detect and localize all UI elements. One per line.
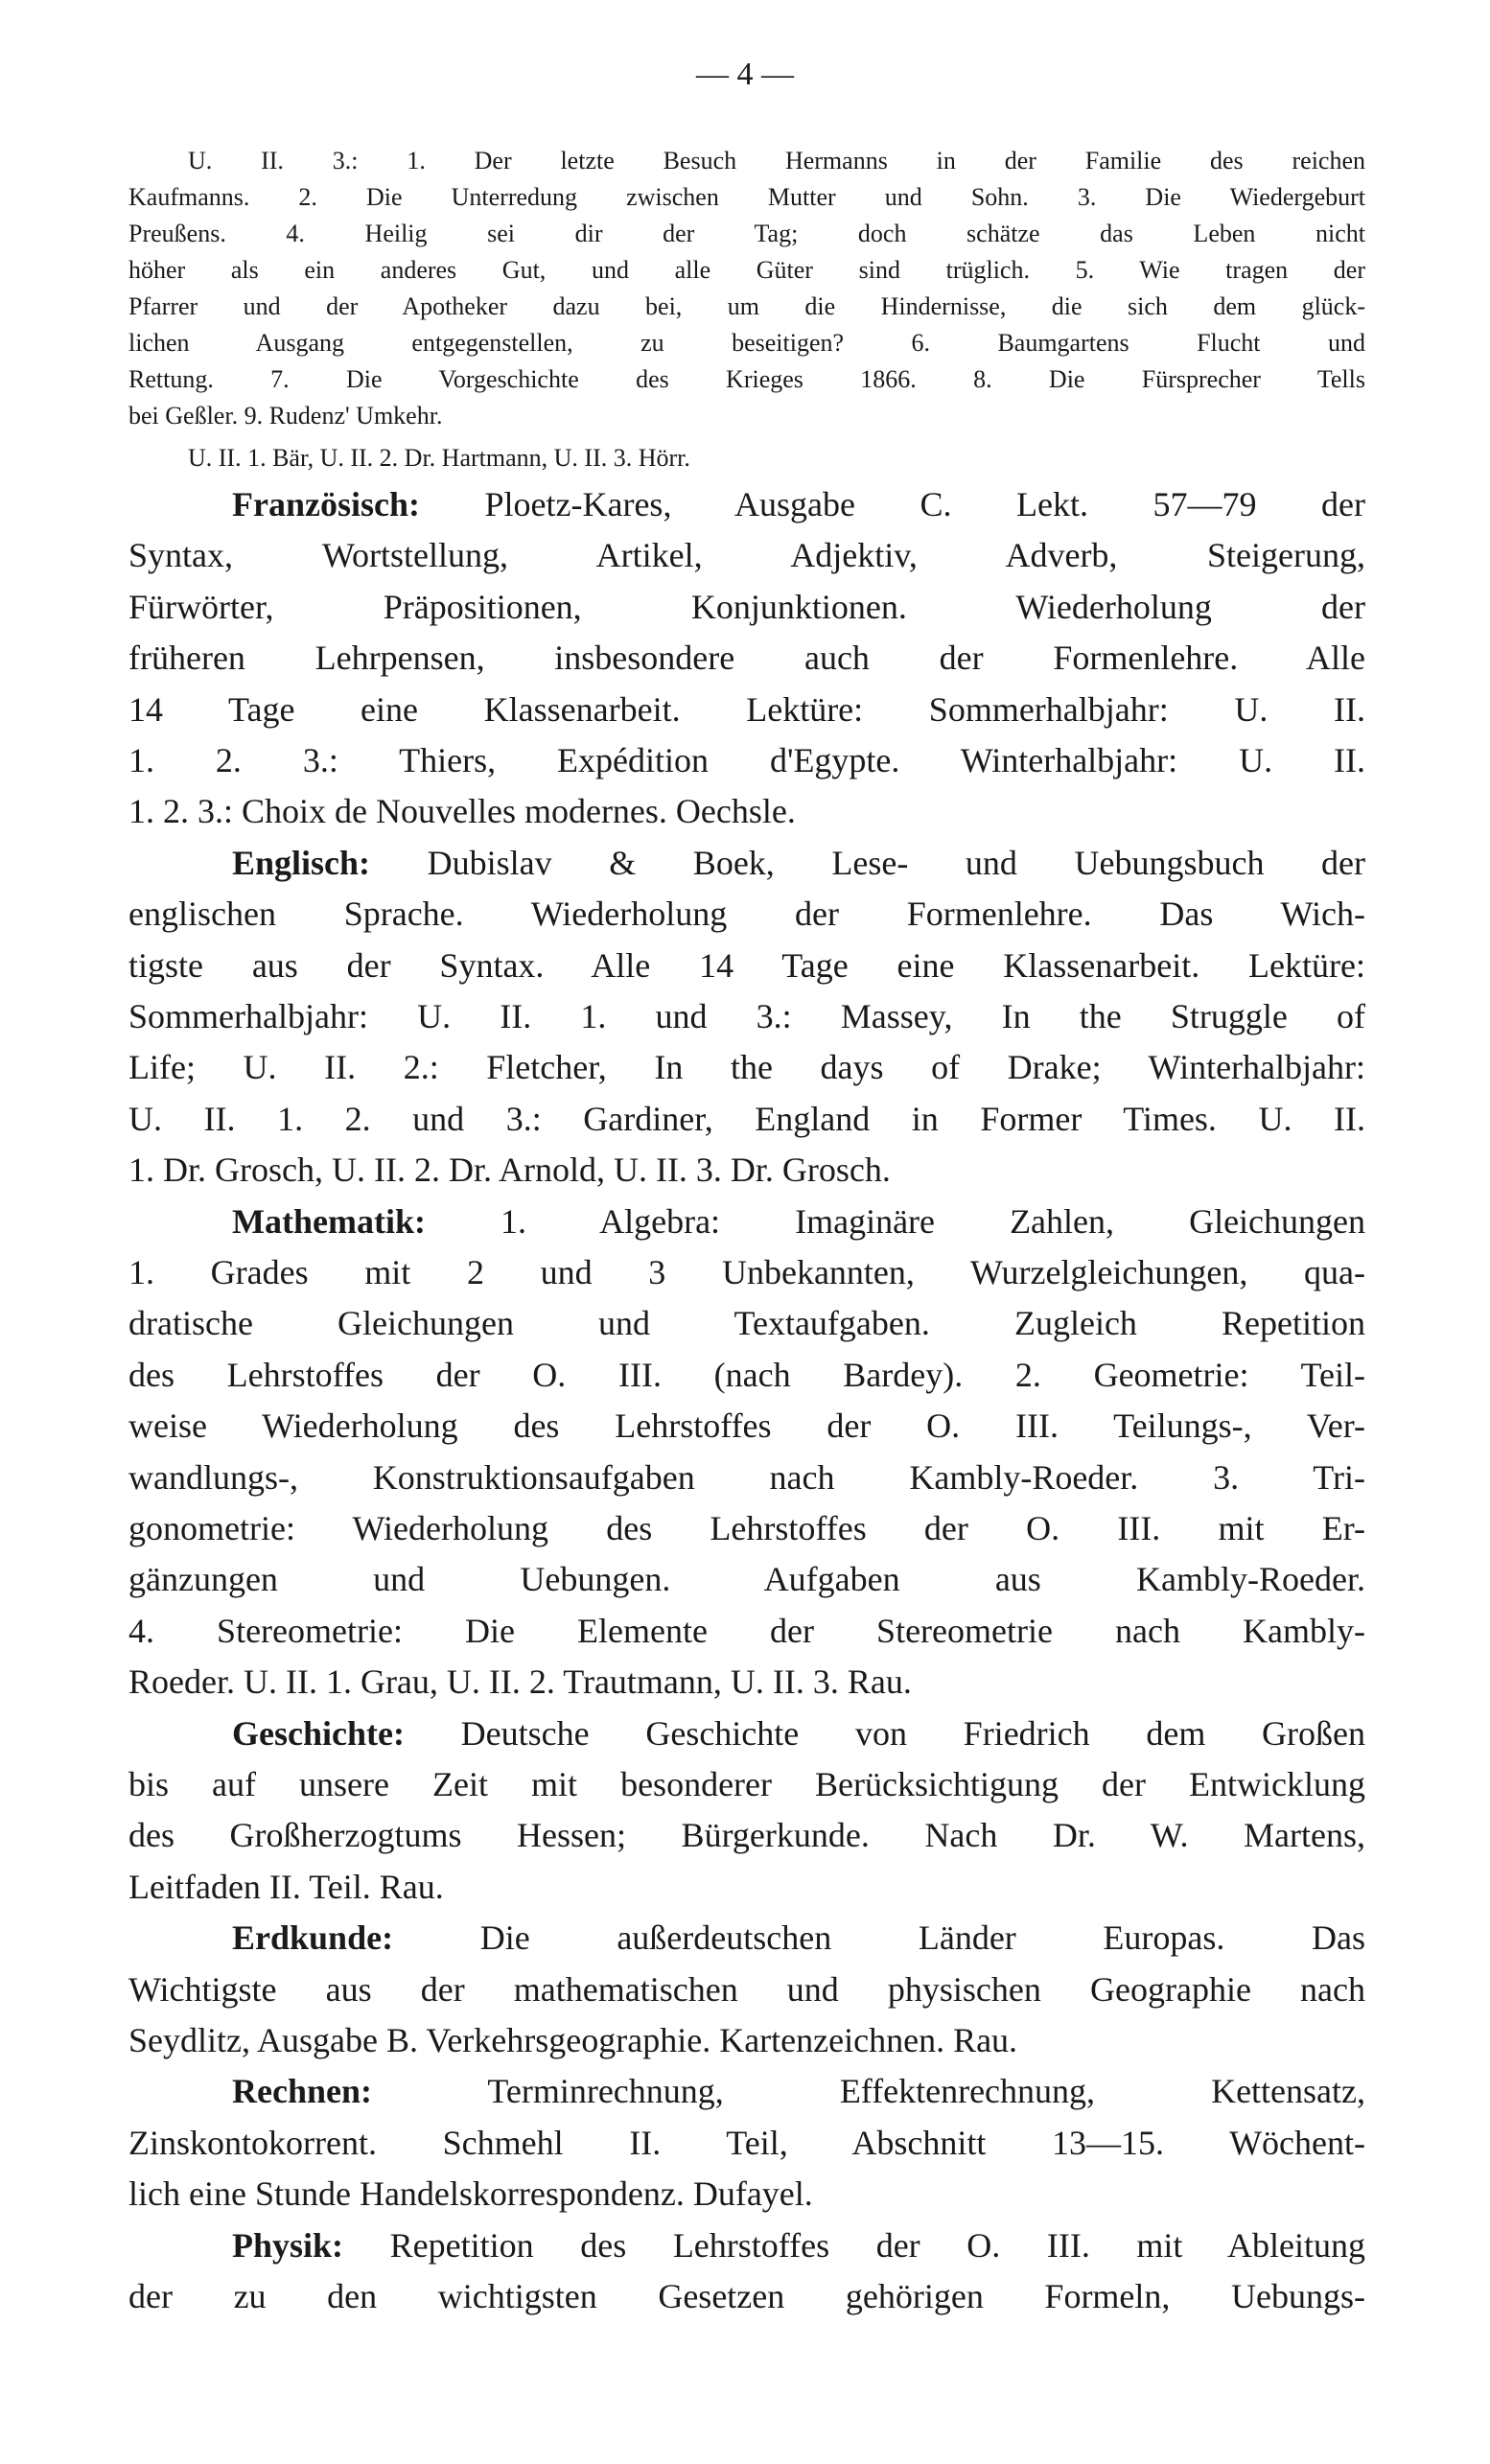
text-line: höher als ein anderes Gut, und alle Güter sind trüglich. 5. Wie tragen der bbox=[128, 256, 1365, 284]
text-line: gonometrie: Wiederholung des Lehrstoffes der O. III. mit Er- bbox=[128, 1509, 1365, 1547]
paragraph-first-line bbox=[232, 838, 1365, 889]
text-line: Leitfaden II. Teil. Rau. bbox=[128, 1868, 444, 1906]
text-line: 1. 2. 3.: Thiers, Expédition d'Egypte. Winterhalbjahr: U. II. bbox=[128, 741, 1365, 779]
text-segment: Repetition des Lehrstoffes der O. III. mit Ableitung bbox=[389, 2226, 1366, 2265]
text-line: Zinskontokorrent. Schmehl II. Teil, Abschnitt 13—15. Wöchent- bbox=[128, 2124, 1365, 2162]
subject-heading: Erdkunde: bbox=[232, 1918, 394, 1957]
text-line: Seydlitz, Ausgabe B. Verkehrsgeographie. Kartenzeichnen. Rau. bbox=[128, 2021, 1018, 2059]
paragraph-first-line bbox=[232, 1913, 1365, 1964]
text-line: U. II. 1. 2. und 3.: Gardiner, England in Former Times. U. II. bbox=[128, 1100, 1365, 1138]
subject-heading: Mathematik: bbox=[232, 1202, 426, 1241]
text-line: tigste aus der Syntax. Alle 14 Tage eine Klassenarbeit. Lektüre: bbox=[128, 946, 1365, 985]
text-segment: Ploetz-Kares, Ausgabe C. Lekt. 57—79 der bbox=[484, 485, 1365, 523]
text-line: Rettung. 7. Die Vorgeschichte des Krieges 1866. 8. Die Fürsprecher Tells bbox=[128, 365, 1365, 393]
subject-heading: Rechnen: bbox=[232, 2072, 372, 2110]
text-line: lich eine Stunde Handelskorrespondenz. Dufayel. bbox=[128, 2174, 813, 2213]
text-line: gänzungen und Uebungen. Aufgaben aus Kambly-Roeder. bbox=[128, 1560, 1365, 1598]
text-line: Roeder. U. II. 1. Grau, U. II. 2. Trautmann, U. II. 3. Rau. bbox=[128, 1662, 912, 1701]
text-line: Fürwörter, Präpositionen, Konjunktionen. Wiederholung der bbox=[128, 588, 1365, 626]
paragraph-first-line bbox=[232, 1197, 1365, 1247]
text-line: lichen Ausgang entgegenstellen, zu beseitigen? 6. Baumgartens Flucht und bbox=[128, 329, 1365, 357]
subject-heading: Französisch: bbox=[232, 485, 420, 523]
text-line: 1. Dr. Grosch, U. II. 2. Dr. Arnold, U. II. 3. Dr. Grosch. bbox=[128, 1151, 891, 1189]
paragraph-first-line bbox=[232, 2220, 1365, 2271]
text-line: U. II. 3.: 1. Der letzte Besuch Hermanns in der Familie des reichen bbox=[188, 147, 1365, 174]
text-line: weise Wiederholung des Lehrstoffes der O. III. Teilungs-, Ver- bbox=[128, 1406, 1365, 1445]
text-line: der zu den wichtigsten Gesetzen gehörigen Formeln, Uebungs- bbox=[128, 2277, 1365, 2315]
subject-heading: Geschichte: bbox=[232, 1714, 405, 1753]
subject-heading: Englisch: bbox=[232, 844, 371, 882]
text-line: Kaufmanns. 2. Die Unterredung zwischen Mutter und Sohn. 3. Die Wiedergeburt bbox=[128, 183, 1365, 211]
text-line: bei Geßler. 9. Rudenz' Umkehr. bbox=[128, 402, 443, 430]
text-segment: Die außerdeutschen Länder Europas. Das bbox=[479, 1918, 1366, 1957]
paragraph-first-line bbox=[232, 479, 1365, 530]
text-line: des Lehrstoffes der O. III. (nach Bardey). 2. Geometrie: Teil- bbox=[128, 1356, 1365, 1394]
text-line: dratische Gleichungen und Textaufgaben. Zugleich Repetition bbox=[128, 1304, 1365, 1342]
text-line: 1. 2. 3.: Choix de Nouvelles modernes. Oechsle. bbox=[128, 792, 796, 830]
text-segment: Deutsche Geschichte von Friedrich dem Großen bbox=[460, 1714, 1366, 1753]
paragraph-first-line bbox=[232, 1709, 1365, 1759]
text-line: Syntax, Wortstellung, Artikel, Adjektiv, Adverb, Steigerung, bbox=[128, 536, 1365, 574]
text-segment: Terminrechnung, Effektenrechnung, Kettensatz, bbox=[487, 2072, 1365, 2110]
text-line: englischen Sprache. Wiederholung der Formenlehre. Das Wich- bbox=[128, 895, 1365, 933]
text-line: wandlungs-, Konstruktionsaufgaben nach Kambly-Roeder. 3. Tri- bbox=[128, 1458, 1365, 1497]
text-line: 4. Stereometrie: Die Elemente der Stereometrie nach Kambly- bbox=[128, 1612, 1365, 1650]
text-line: Sommerhalbjahr: U. II. 1. und 3.: Massey, In the Struggle of bbox=[128, 997, 1365, 1035]
text-line: Pfarrer und der Apotheker dazu bei, um die Hindernisse, die sich dem glück- bbox=[128, 292, 1365, 320]
text-line: des Großherzogtums Hessen; Bürgerkunde. Nach Dr. W. Martens, bbox=[128, 1816, 1365, 1854]
text-segment: 1. Algebra: Imaginäre Zahlen, Gleichungen bbox=[501, 1202, 1366, 1241]
text-line: bis auf unsere Zeit mit besonderer Berücksichtigung der Entwicklung bbox=[128, 1765, 1365, 1803]
text-line: Preußens. 4. Heilig sei dir der Tag; doch schätze das Leben nicht bbox=[128, 220, 1365, 247]
text-segment: Dubislav & Boek, Lese- und Uebungsbuch der bbox=[427, 844, 1366, 882]
text-line: Wichtigste aus der mathematischen und physischen Geographie nach bbox=[128, 1970, 1365, 2009]
subject-heading: Physik: bbox=[232, 2226, 344, 2265]
paragraph-first-line bbox=[232, 2066, 1365, 2117]
text-line: Life; U. II. 2.: Fletcher, In the days of Drake; Winterhalbjahr: bbox=[128, 1048, 1365, 1086]
text-line: 1. Grades mit 2 und 3 Unbekannten, Wurzelgleichungen, qua- bbox=[128, 1253, 1365, 1291]
text-line: früheren Lehrpensen, insbesondere auch der Formenlehre. Alle bbox=[128, 639, 1365, 677]
text-line: 14 Tage eine Klassenarbeit. Lektüre: Sommerhalbjahr: U. II. bbox=[128, 690, 1365, 729]
teachers-line: U. II. 1. Bär, U. II. 2. Dr. Hartmann, U. II. 3. Hörr. bbox=[188, 444, 690, 472]
page-number: — 4 — bbox=[696, 57, 794, 92]
